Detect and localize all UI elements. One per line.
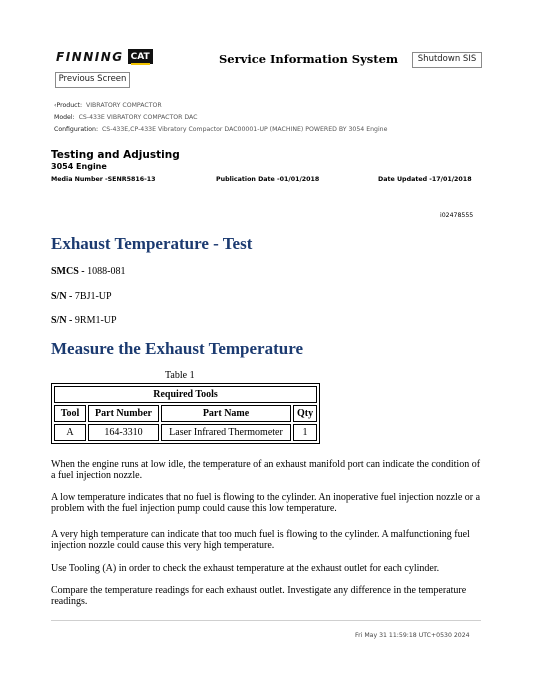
column-header-part-number: Part Number — [88, 405, 159, 422]
column-header-qty: Qty — [293, 405, 317, 422]
qty-cell: 1 — [293, 424, 317, 441]
paragraph: A low temperature indicates that no fuel is flowing to the cylinder. An inoperative fuel injection nozzle or a problem with the fuel injection pump could cause this low temperature. — [51, 492, 481, 514]
finning-cat-logo — [56, 49, 153, 64]
page-title: Exhaust Temperature - Test — [51, 234, 253, 253]
smcs-line — [51, 266, 125, 277]
column-header-tool: Tool — [54, 405, 86, 422]
configuration-value: CS-433E,CP-433E Vibratory Compactor DAC00001-UP (MACHINE) POWERED BY 3054 Engine — [101, 126, 388, 133]
document-id: i02478555 — [440, 212, 474, 219]
paragraph: A very high temperature can indicate that too much fuel is flowing to the cylinder. A malfunctioning fuel injection nozzle could cause this very high temperature. — [51, 529, 470, 551]
configuration-line — [54, 126, 387, 133]
column-header-part-name: Part Name — [161, 405, 291, 422]
back-arrow-icon[interactable]: ‹ — [54, 102, 57, 109]
system-title: Service Information System — [219, 52, 399, 66]
product-line — [54, 102, 162, 109]
section-title: Measure the Exhaust Temperature — [51, 339, 304, 358]
sn-label: S/N - — [51, 291, 73, 302]
publication-date: Publication Date -01/01/2018 — [216, 176, 320, 183]
model-line — [54, 114, 198, 121]
previous-screen-button[interactable]: Previous Screen — [55, 72, 130, 88]
serial-number-line-2 — [51, 315, 117, 326]
table-caption: Table 1 — [165, 370, 195, 381]
finning-logo-text: FINNING — [56, 49, 124, 64]
tool-cell: A — [54, 424, 86, 441]
smcs-label: SMCS - — [51, 266, 85, 277]
part-name-cell: Laser Infrared Thermometer — [161, 424, 291, 441]
product-label: Product: — [56, 102, 83, 109]
smcs-value: 1088-081 — [87, 266, 126, 277]
configuration-label: Configuration: — [54, 126, 99, 133]
paragraph: Compare the temperature readings for each exhaust outlet. Investigate any difference in the temperature readings. — [51, 585, 467, 607]
paragraph: Use Tooling (A) in order to check the exhaust temperature at the exhaust outlet for each cylinder. — [51, 563, 440, 574]
paragraph: When the engine runs at low idle, the temperature of an exhaust manifold port can indicate the condition of a fuel injection nozzle. — [51, 459, 481, 481]
footer-timestamp: Fri May 31 11:59:18 UTC+0530 2024 — [355, 632, 470, 639]
required-tools-table — [51, 383, 320, 444]
date-updated: Date Updated -17/01/2018 — [378, 176, 472, 183]
document-engine: 3054 Engine — [51, 162, 107, 171]
document-category: Testing and Adjusting — [51, 149, 180, 161]
cat-logo-badge: CAT — [128, 49, 153, 64]
media-number: Media Number -SENR5816-13 — [51, 176, 156, 183]
serial-number-line-1 — [51, 291, 112, 302]
sn-value: 9RM1-UP — [74, 315, 117, 326]
model-value: CS-433E VIBRATORY COMPACTOR DAC — [78, 114, 198, 121]
part-number-cell: 164-3310 — [88, 424, 159, 441]
model-label: Model: — [54, 114, 75, 121]
footer-divider — [51, 620, 481, 621]
sn-value: 7BJ1-UP — [74, 291, 112, 302]
table-row — [54, 424, 317, 441]
sn-label: S/N - — [51, 315, 73, 326]
product-value: VIBRATORY COMPACTOR — [86, 102, 162, 109]
shutdown-sis-button[interactable]: Shutdown SIS — [412, 52, 482, 68]
table-heading: Required Tools — [54, 386, 317, 403]
